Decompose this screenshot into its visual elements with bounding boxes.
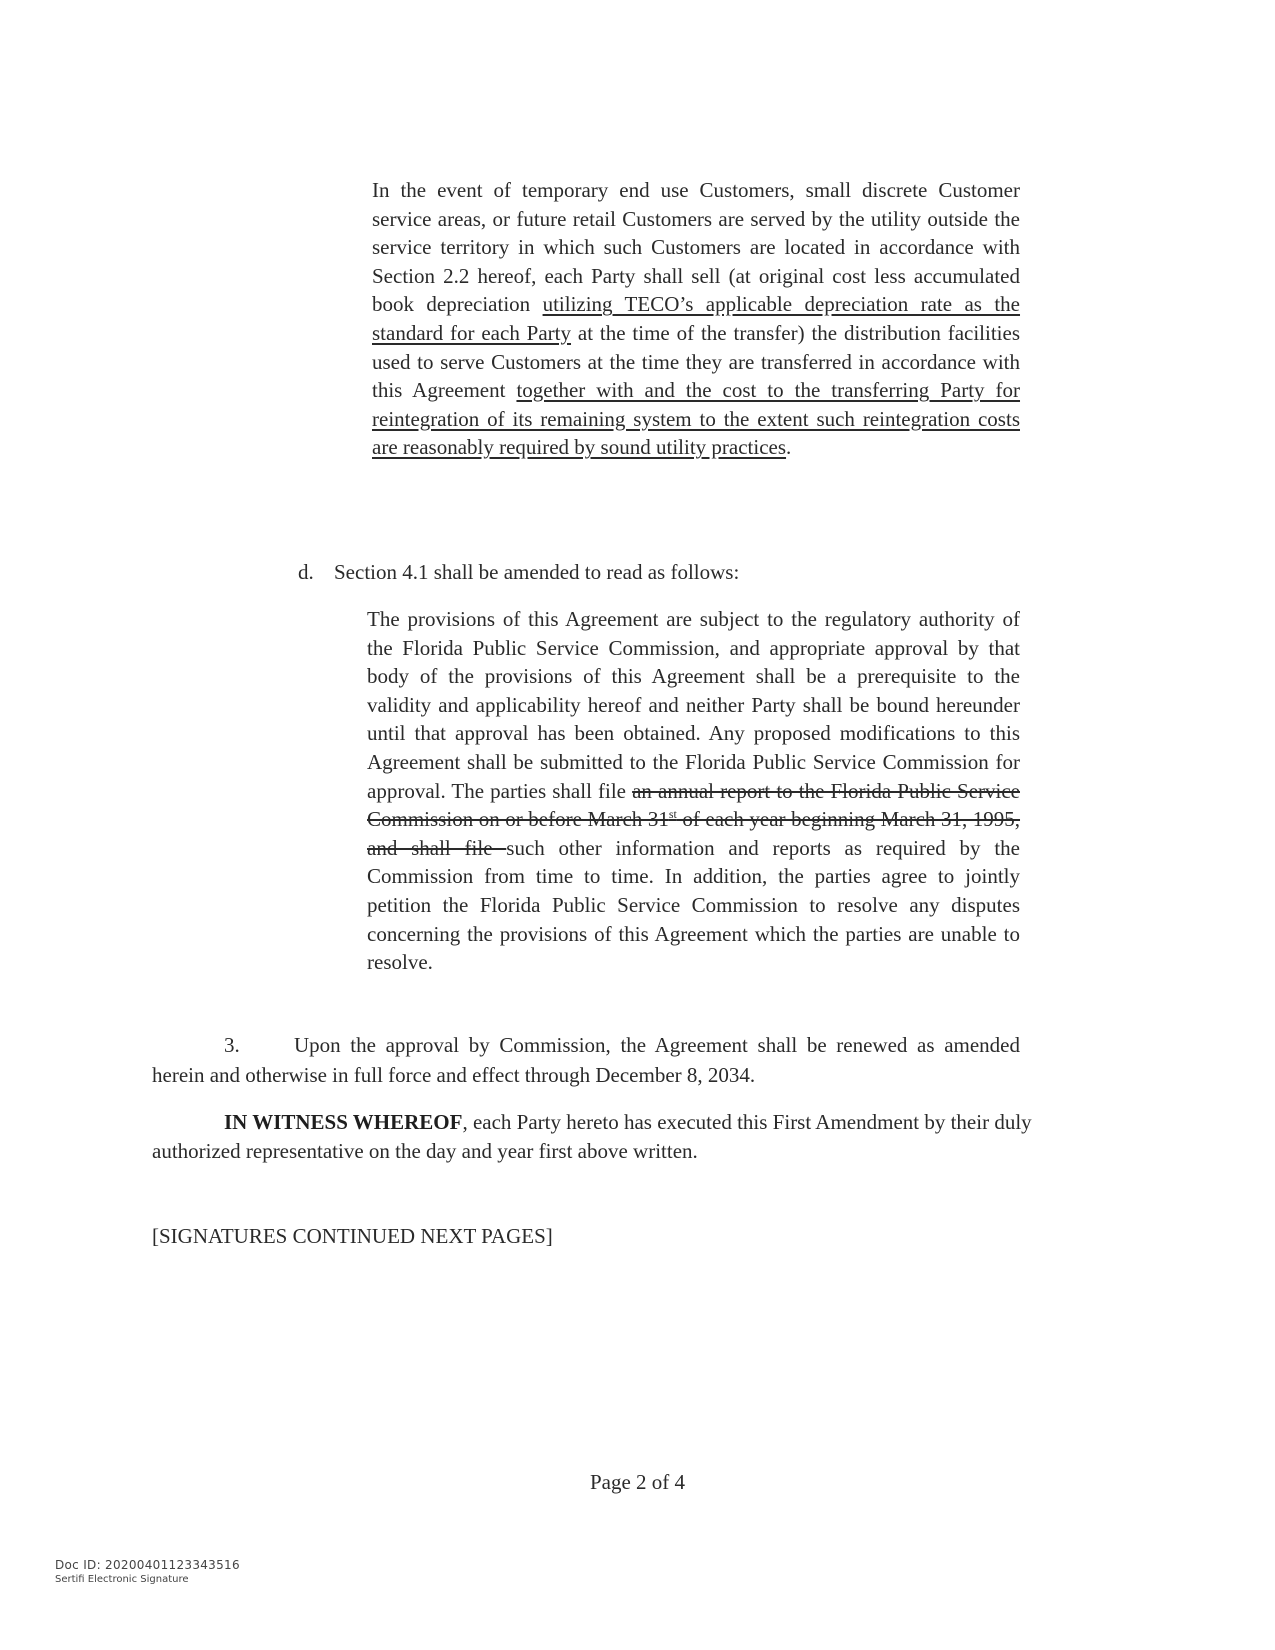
paragraph-text: The provisions of this Agreement are subject to the regulatory authority of the Florida Public Service Commission, and appropriate approval by that body of the provisions of this Agreement shall be a prerequisite to the validity and applicability hereof and neither Party shall be bound hereunder until that approval has been obtained. Any proposed modifications to this Agreement shall be submitted to the Florida Public Service Commission for approval. The parties shall file xyxy=(367,607,1020,803)
inserted-text: together with and the cost to the transferring Party for reintegration of its remaining system to the extent such reintegration costs are reasonably required by sound utility practices xyxy=(372,378,1021,460)
amendment-item-d xyxy=(298,558,739,586)
signatures-note: [SIGNATURES CONTINUED NEXT PAGES] xyxy=(152,1224,553,1248)
item-text: Upon the approval by Commission, the Agreement shall be renewed as amended herein and otherwise in full force and effect through December 8, 2034. xyxy=(152,1033,1020,1087)
section-2-3-amended-paragraph xyxy=(372,176,1020,462)
superscript: st xyxy=(668,807,677,822)
deleted-text: an annual report to the Florida Public Service Commission on or before March 31st of each year beginning March 31, 1995, and shall file xyxy=(367,778,1021,860)
paragraph-text: such other information and reports as required by the Commission from time to time. In addition, the parties agree to jointly petition the Florida Public Service Commission to resolve any disputes concerning the provisions of this Agreement which the parties are unable to resolve. xyxy=(367,835,1020,975)
witness-clause xyxy=(152,1108,1050,1166)
doc-id: Doc ID: 20200401123343516 xyxy=(55,1558,240,1572)
item-intro: Section 4.1 shall be amended to read as follows: xyxy=(334,560,740,584)
inserted-text: utilizing TECO’s applicable depreciation rate as the standard for each Party xyxy=(372,292,1021,345)
item-marker: d. xyxy=(298,560,314,584)
witness-heading: IN WITNESS WHEREOF xyxy=(224,1110,463,1134)
witness-text: , each Party hereto has executed this First Amendment by their duly authorized representative on the day and year first above written. xyxy=(152,1110,1032,1163)
sertifi-label: Sertifi Electronic Signature xyxy=(55,1574,189,1585)
paragraph-text: . xyxy=(786,435,792,460)
item-number: 3. xyxy=(224,1033,240,1057)
page-number: Page 2 of 4 xyxy=(589,1470,686,1494)
section-4-1-amended-paragraph xyxy=(367,605,1020,977)
numbered-item-3 xyxy=(152,1030,1020,1090)
paragraph-text: In the event of temporary end use Customers, small discrete Customer service areas, or future retail Customers are served by the utility outside the service territory in which such Customers are located in accordance with Section 2.2 hereof, each Party shall sell (at original cost less accumulated book depreciation xyxy=(372,178,1020,317)
paragraph-text: at the time of the transfer) the distribution facilities used to serve Customers at the time they are transferred in accordance with this Agreement xyxy=(372,320,1020,403)
